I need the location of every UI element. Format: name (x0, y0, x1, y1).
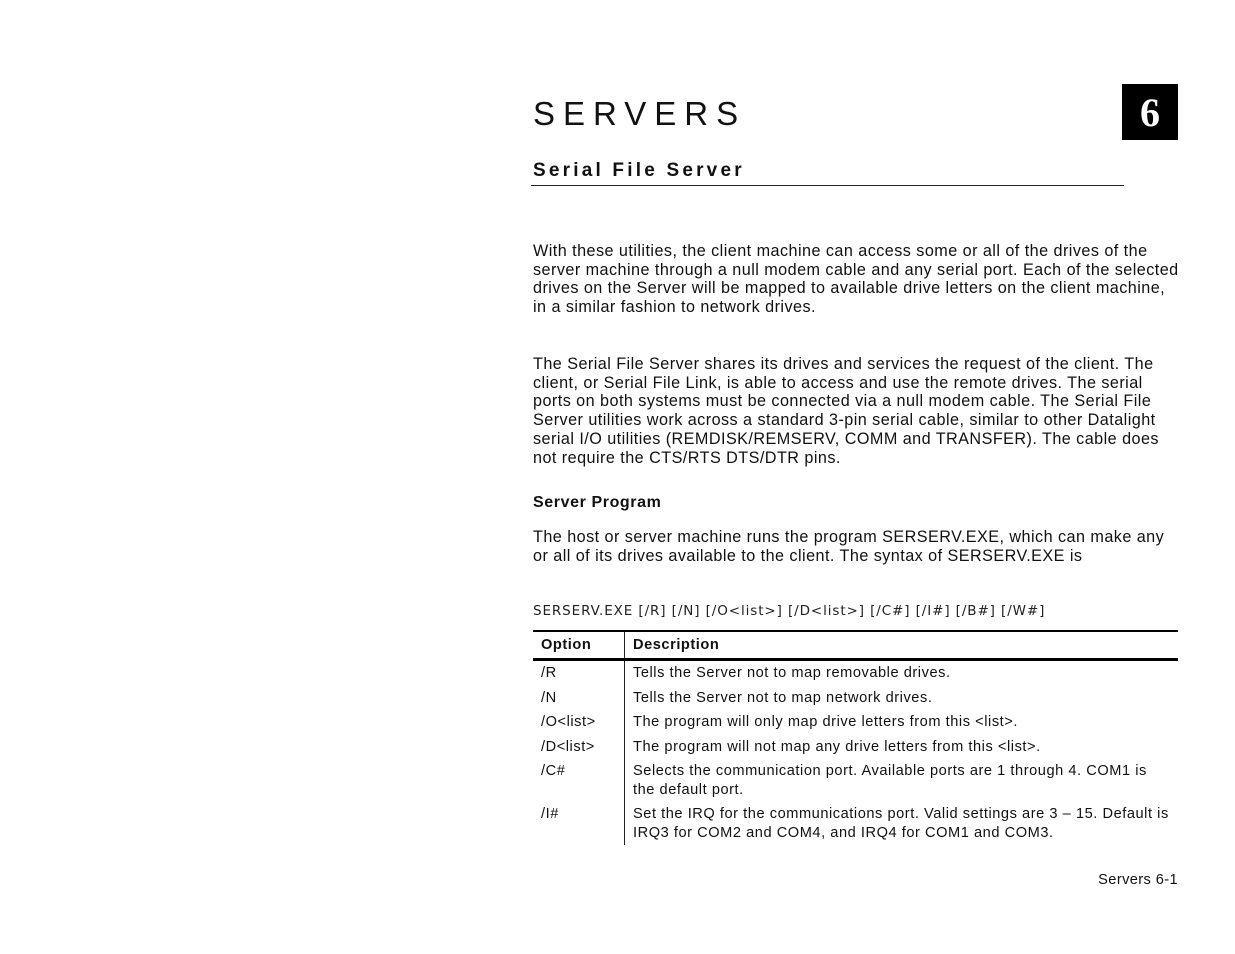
server-program-heading: Server Program (533, 494, 662, 511)
description-cell: Tells the Server not to map removable drives. (625, 660, 1179, 686)
option-column-header: Option (533, 631, 625, 660)
table-row (533, 686, 1178, 711)
table-row (533, 735, 1178, 760)
table-row (533, 759, 1178, 802)
server-program-paragraph: The host or server machine runs the program SERSERV.EXE, which can make any or all of its drives available to the client. The syntax of SERSERV.EXE is (533, 528, 1165, 565)
chapter-title: SERVERS (533, 95, 747, 132)
description-column-header: Description (625, 631, 1179, 660)
option-cell: /D<list> (541, 738, 595, 755)
description-cell: Tells the Server not to map network drives. (625, 686, 1179, 711)
description-cell: The program will not map any drive letters from this <list>. (625, 735, 1179, 760)
page-footer: Servers 6-1 (1098, 872, 1178, 888)
table-row (533, 802, 1178, 845)
options-table (533, 630, 1178, 845)
option-cell: /I# (541, 806, 559, 822)
intro-paragraph: With these utilities, the client machine can access some or all of the drives of the server machine through a null modem cable and any serial port. Each of the selected drives on the Server will be mapped to available drive letters on the client machine, in a similar fashion to network drives. (533, 242, 1179, 317)
table-row (533, 660, 1178, 686)
option-cell: /N (541, 689, 557, 706)
description-cell: Set the IRQ for the communications port. Valid settings are 3 – 15. Default is IRQ3 for COM2 and COM4, and IRQ4 for COM1 and COM3. (625, 802, 1179, 845)
server-description-paragraph: The Serial File Server shares its drives and services the request of the client. The client, or Serial File Link, is able to access and use the remote drives. The serial ports on both systems must be connected via a null modem cable. The Serial File Server utilities work across a standard 3-pin serial cable, similar to other Datalight serial I/O utilities (REMDISK/REMSERV, COMM and TRANSFER). The cable does not require the CTS/RTS DTS/DTR pins. (533, 355, 1159, 467)
description-cell: The program will only map drive letters from this <list>. (625, 710, 1179, 735)
chapter-number-badge: 6 (1122, 84, 1178, 140)
option-cell: /R (541, 665, 557, 681)
section-divider (531, 185, 1124, 186)
table-row (533, 710, 1178, 735)
option-cell: /C# (541, 763, 566, 779)
options-table-header (533, 631, 1178, 660)
syntax-line: SERSERV.EXE [/R] [/N] [/O<list>] [/D<list>] [/C#] [/I#] [/B#] [/W#] (533, 603, 1046, 619)
option-cell: /O<list> (541, 714, 596, 730)
section-title: Serial File Server (533, 160, 745, 181)
description-cell: Selects the communication port. Available ports are 1 through 4. COM1 is the default port. (625, 759, 1179, 802)
